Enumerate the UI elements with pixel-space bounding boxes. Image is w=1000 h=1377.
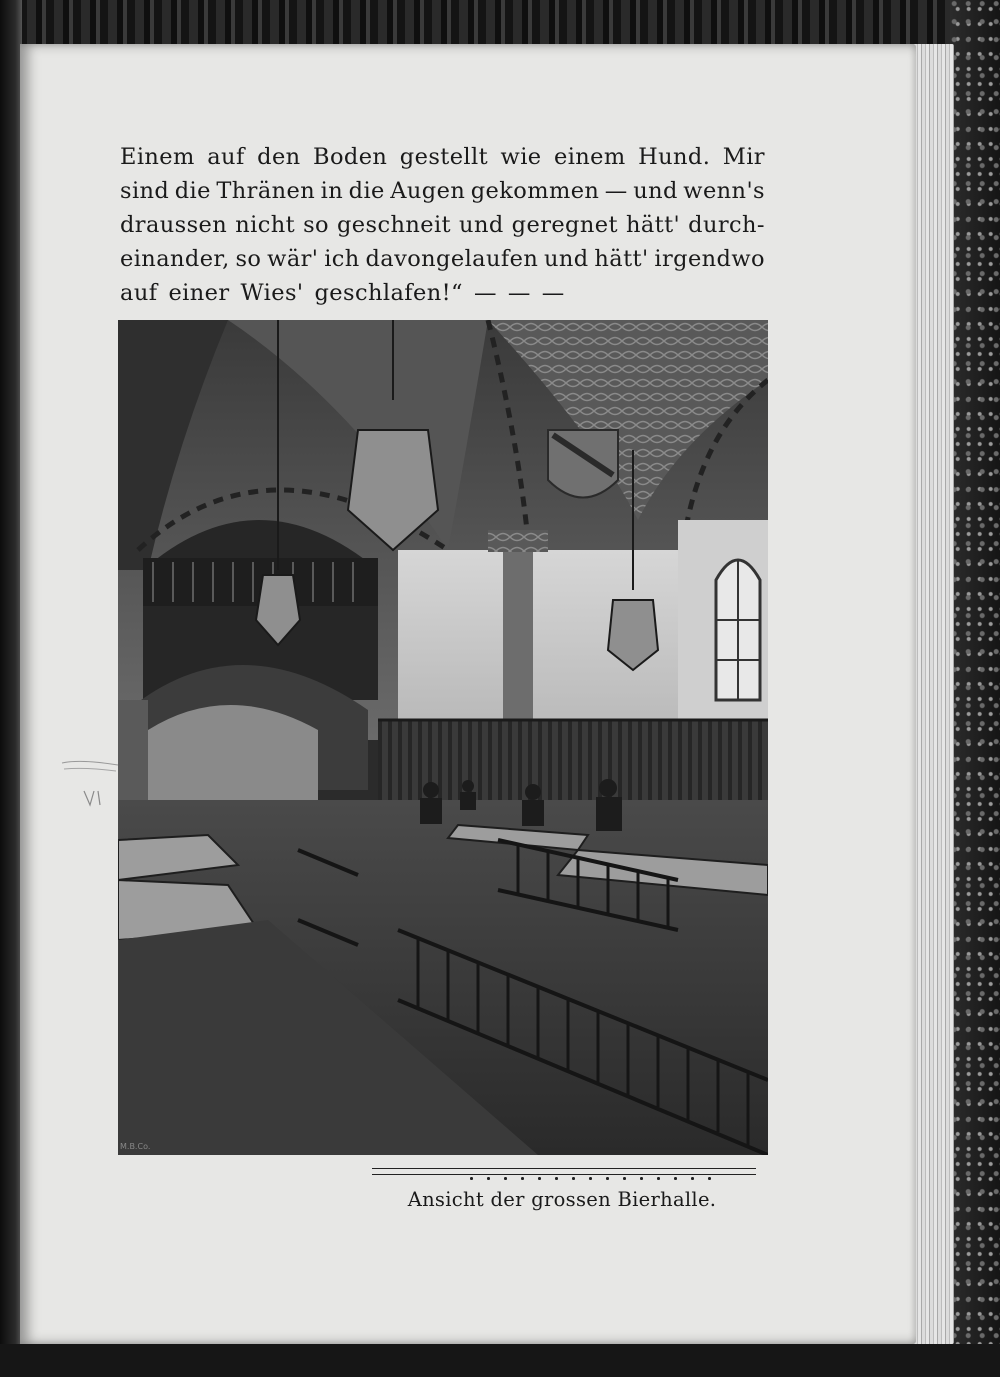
rule-dot (538, 1177, 541, 1180)
photo-credit: M.B.Co. (120, 1142, 151, 1151)
rule-dot (640, 1177, 643, 1180)
word: so (303, 212, 329, 238)
word: geschneit (337, 212, 452, 238)
text-line (120, 140, 765, 174)
body-text (120, 140, 765, 310)
rule-dot (623, 1177, 626, 1180)
word: — (473, 280, 497, 306)
word: gekommen (470, 178, 600, 204)
word: geregnet (511, 212, 618, 238)
word: Boden (313, 144, 388, 170)
rule-dot (572, 1177, 575, 1180)
caption-dotted-rule (372, 1174, 756, 1181)
word: Einem (120, 144, 195, 170)
word: sind (120, 178, 170, 204)
word: wenn's (683, 178, 765, 204)
word: nicht (235, 212, 296, 238)
rule-dot (708, 1177, 711, 1180)
rule-dot (555, 1177, 558, 1180)
word: auf (120, 280, 158, 306)
text-line (120, 208, 765, 242)
rule-dot (674, 1177, 677, 1180)
book-cover-top (0, 0, 1000, 50)
word: durch- (688, 212, 765, 238)
word: Mir (722, 144, 765, 170)
photo-caption: Ansicht der grossen Bierhalle. (407, 1188, 717, 1211)
word: Augen (390, 178, 466, 204)
word: — (507, 280, 531, 306)
rule-dot (470, 1177, 473, 1180)
text-line (120, 174, 765, 208)
caption-rule (372, 1168, 756, 1169)
word: gestellt (399, 144, 489, 170)
book-cover-marbled-edge (950, 0, 1000, 1377)
book-spine-left (0, 0, 22, 1377)
word: draussen (120, 212, 228, 238)
rule-dot (657, 1177, 660, 1180)
word: in (320, 178, 344, 204)
word: einander, (120, 246, 230, 272)
word: hätt' (594, 246, 649, 272)
word: Wies' (240, 280, 304, 306)
book-cover-bottom (0, 1344, 1000, 1377)
word: wie (500, 144, 542, 170)
word: hätt' (625, 212, 681, 238)
word: ich (324, 246, 360, 272)
word: und (544, 246, 589, 272)
word: die (174, 178, 211, 204)
text-line (120, 242, 765, 276)
word: und (459, 212, 504, 238)
rule-dot (691, 1177, 694, 1180)
word: auf (207, 144, 245, 170)
word: Hund. (638, 144, 711, 170)
word: geschlafen!“ (314, 280, 463, 306)
word: den (257, 144, 301, 170)
word: — (604, 178, 628, 204)
word: so (235, 246, 262, 272)
word: und (633, 178, 678, 204)
rule-dot (521, 1177, 524, 1180)
word: die (348, 178, 385, 204)
beer-hall-photograph (118, 320, 768, 1155)
text-line (120, 276, 765, 310)
rule-dot (606, 1177, 609, 1180)
word: wär' (267, 246, 319, 272)
word: — (541, 280, 565, 306)
word: irgendwo (654, 246, 765, 272)
rule-dot (589, 1177, 592, 1180)
word: davongelaufen (365, 246, 539, 272)
word: einer (168, 280, 230, 306)
word: Thränen (216, 178, 316, 204)
word: einem (553, 144, 626, 170)
rule-dot (504, 1177, 507, 1180)
rule-dot (487, 1177, 490, 1180)
pencil-marks (60, 755, 120, 815)
